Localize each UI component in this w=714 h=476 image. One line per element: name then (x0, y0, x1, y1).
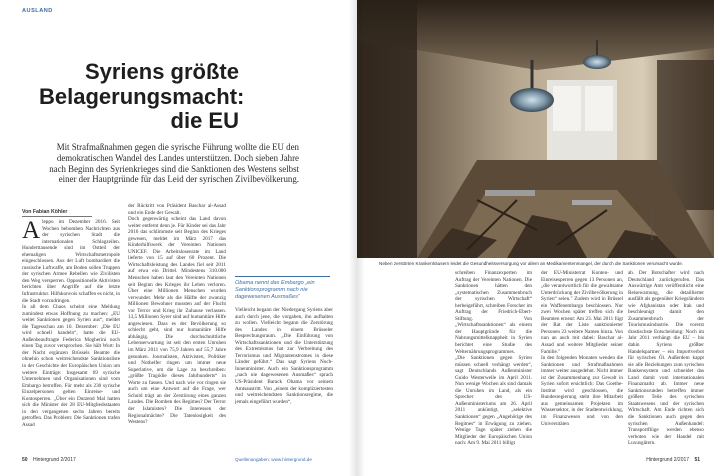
article-paragraph: der EU-Ministerrat Konten- und Einreisesperren gegen 13 Personen an, „die verantwortlich für die gewaltsame Unterdrückung der Zivilbevölkerung in Syrien“ seien." Zudem wird in Brüssel ein Waffenembargo beschlossen. Nur zwei Wochen später treffen sich die Beamten erneut: Am 23. Mai 2011 fügt der Rat der Liste sanktionierter Personen 23 weitere Namen hinzu. Von nun an auch mit dabei: Baschar al-Assad und weitere Mitglieder seiner Familie." (541, 270, 623, 355)
hospital-ruin-photo (357, 0, 714, 258)
headline-line-2: Belagerungsmacht: (39, 83, 245, 109)
page-number-left: 50 (22, 457, 28, 463)
article-column-5 (541, 270, 623, 455)
headline-line-1: Syriens größte (84, 59, 239, 84)
intro-text: Mit Strafmaßnahmen gegen die syrische Führung wollte die EU den demokratischen Wandel des Landes unterstützen. Doch sieben Jahre nach Beginn des Syrienkrieges sind die Sanktionen des Westens selbst einer der Hauptgründe für das Leid der syrischen Zivilbevölkerung. (49, 142, 299, 185)
article-paragraph: ab. Der Botschafter wird nach Deutschland zurückgerufen. Das Auswärtige Amt veröffentlicht eine Reisewarnung, die detaillierter ausfällt als gegenüber Kriegsländern wie Afghanistan oder Irak und beschleunigt damit den Zusammenbruch der Tourismusindustrie. Die vorerst drastischste Entscheidung: Noch im Jahr 2011 verhängt die EU – bis dahin Syriens größter Handelspartner – ein Importverbot für syrisches Öl. Außerdem kappt sie alle Beziehungen zum syrischen Bankensystem und schneidet das Land damit vom internationalen Finanzmarkt ab. Immer neue Sanktionsrunden betreffen immer größere Teile des syrischen Staatswesens und der syrischen Wirtschaft. Am Ende richten sich die Sanktionen auch gegen den syrischen Außenhandel: Transportflüge werden ebenso verboten wie der Handel mit Luxusgütern. (628, 270, 704, 447)
article-column-1 (22, 219, 120, 455)
article-paragraph: leppo im Dezember 2016. Seit Wochen bebomben Nachrichten aus der syrischen Stadt die internationalen Schlagzeilen. Hunderttausende sind im Ostteil der ehemaligen Wirtschaftsmetropole eingeschlossen. Aus der Luft bombardiert die russische Luftwaffe, am Boden sollen Truppen der syrischen Armee Rebellen wie Zivilisten den Weg versperren. Oppositionelle Aktivisten berichten über Angriffe auf die letzte Infrastruktur. Hilfskonvois schaffen es nicht, in die Stadt vorzudringen. (22, 219, 120, 304)
article-paragraph: In all dem Chaos scheint eine Meldung zumindest etwas Hoffnung zu machen: „EU weitet Sanktionen gegen Syrien aus“, meldet die Tagesschau am 10. Dezember: „Die EU wird schnell handeln“, hatte die EU-Außenbeauftragte Federica Mogherini noch einen Tag zuvor versprochen. Sie hält Wort: In der Nacht ergänzen Brüssels Beamte die ohnehin schon weitreichendste Sanktionsliste in der Geschichte der Europäischen Union um weitere Einträge: Insgesamt 69 syrische Unternehmen und Organisationen sind vom Embargo betroffen. Für mehr als 230 syrische Einzelpersonen gelten Einreise- und Kontosperren. „Über ein Dutzend Mal hatten sich die Minister der 28 EU-Mitgliedsstaaten in den vergangenen sechs Jahren bereits getroffen. Das Problem: Die Sanktionen trafen Assad (22, 304, 120, 428)
magazine-issue-right: Hintergrund 2/2017 (646, 457, 690, 463)
magazine-issue-left: Hintergrund 2/2017 (32, 457, 76, 463)
article-paragraph: Vielleicht begann der Niedergang Syriens aber auch durch jene, die vorgaben, ihn aufhalten zu wollen. Vielleicht begann die Zerstörung des Landes in einem Brüsseler Besprechungsraum. „Die Einführung von Wirtschaftssanktionen und die Unterstützung des Extremismus hat zur Verbreitung des Terrorismus und Migrantenstromes in diese Länder geführt.“ Das sagt Syriens Noch-Innenminister. Auch ein Sanktionsprogramm „nach nie dagewesenen Ausmaßes“ sprach US-Präsident Barack Obama vor seinem Amtsaustritt. Von „einem der kompliziertesten und weitreichendsten Sanktionsregime, die jemals eingeführt wurden“, (235, 307, 333, 405)
article-column-2 (128, 203, 226, 455)
article-paragraph: In den folgenden Monaten wenden die Sanktionen und Strafmaßnahmen immer weiter ausgedehnt. Nicht immer ist der Zusammenhang zur Gewalt in Syrien sofort ersichtlich: Das Goethe-Institut wird geschlossen, die Bundesregierung steht ihre Mitarbeit aus gemeinsamen Projekten im Wassersektor, in der Stadtentwicklung, im Finanzwesen und von den Universitäten (541, 355, 623, 427)
article-paragraph: der Rückritt von Präsident Baschar al-Assad und ein Ende der Gewalt. (128, 203, 226, 216)
article-column-6 (628, 270, 704, 455)
photo-credit: picture alliance/AP (650, 210, 654, 240)
headline-line-3: die EU (170, 108, 239, 133)
article-paragraph: Doch gegenwärtig scheint das Land davon weiter entfernt denn je. Für Kinder sei das Jahr 2016 das schlimmste seit Beginn des Krieges gewesen, meldet im März 2017 das Kinderhilfswerk der Vereinten Nationen UNICEF. Die Arbeitslosenrate im Land lieferte von 15 auf über 60 Prozent. Die Wirtschaftsleistung des Landes fiel seit 2011 auf etwa ein Drittel. Mindestens 310.000 Menschen haben laut den Vereinten Nationen seit Beginn des Krieges ihr Leben verloren. Über eine Millionen Menschen wurden verwundet. Mehr als die Hälfte der zwanzig Millionen Bewohner mussten auf der Flucht vor Terror und Krieg ihr Zuhause verlassen. 13,5 Millionen Syrer sind auf humanitäre Hilfe angewiesen. Dass es der Bevölkerung so schlecht geht, sind nur humanitäre Hilfe abhängig. Die durchschnittliche Lebenserwartung ist seit den ersten Unruhen im März 2011 von 75,9 Jahren auf 55,7 Jahre gesunken. Journalisten, Aktivisten, Politiker und Nothelfer ringen um immer neue Superlative, um die Lage zu beschreiben: „größte Tragödie dieses Jahrhunderts“ in Worte zu fassen. Und nach wie vor ringen sie auch um eine Antwort auf die Frage, wer Schuld trägt an der Zerstörung eines ganzen Landes. Die Bomben des Regimes? Der Terror der Islamisten? Die Interessen der Regionalmächte? Die Tatenlosigkeit des Westens? (128, 216, 226, 426)
photo-illustration (357, 0, 714, 258)
sources-note: Quellenangaben: www.hintergrund.de (235, 457, 312, 462)
article-column-4 (455, 270, 532, 455)
article-column-3 (235, 307, 333, 455)
photo-caption: Neben zerstörten Krankenhäusern leidet die Gesundheitsversorgung vor allem an Medikamentenmangel, der durch die Sanktionen verursacht wurde. (379, 261, 684, 266)
headline (39, 59, 245, 134)
pull-quote: Obama nennt das Embargo „ein Sanktionsprogramm nach nie dagewesenen Ausmaßes“ (235, 276, 330, 301)
section-label: AUSLAND (22, 8, 53, 14)
right-page (357, 0, 714, 476)
author-byline: Von Fabian Köhler (22, 209, 92, 217)
page-number-right: 51 (694, 457, 700, 463)
drop-cap: A (22, 219, 41, 244)
footer-right (646, 457, 700, 463)
article-paragraph: schreiben Finanzexperten im Auftrag der Vereinten Nationen. Die Sanktionen hätten den „systematischen Zusammenbruch der syrischen Wirtschaft“ herbeigeführt, schreiben Forscher im Auftrag der Friedrich-Ebert-Stiftung. Von „Wirtschaftssanktionen“ als einem der Hauptgründe für die Nahrungsmittelknappheit in Syrien berichtet eine Studie des Welternährungsprogrammes. (455, 270, 532, 355)
footer-left (22, 457, 76, 463)
article-paragraph: „Die Sanktionen gegen Syrien müssen schnell verhängt werden“, sagt Deutschlands Außenminister Guido Westerwelle im April 2011. Nun wenige Wochen als sind damals die Unruhen im Land, als ein Sprecher des US-Außenministeriums am 26. April 2011 anküntigt, „selektive Sanktionen“ gegen „Angehörige des Regimes“ in Erwägung zu ziehen. Wenige Tage später ziehen die Mitglieder der Europäischen Union nach: Am 9. Mai 2011 billigt (455, 355, 532, 447)
